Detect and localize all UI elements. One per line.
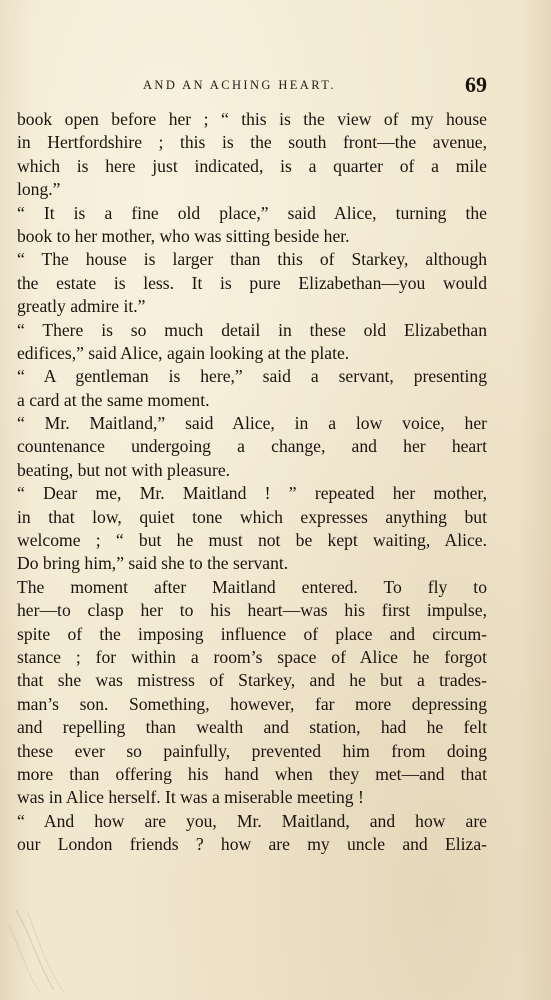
text-line: more than offering his hand when they met—and that	[17, 763, 487, 784]
text-line: which is here just indicated, is a quarter of a mile	[17, 155, 487, 176]
text-line: edifices,” said Alice, again looking at the plate.	[17, 342, 350, 363]
body-text	[17, 108, 487, 857]
text-line: that she was mistress of Starkey, and he but a trades-	[17, 670, 487, 691]
text-line: long.”	[17, 179, 61, 200]
text-line: “ The house is larger than this of Starkey, although	[17, 249, 487, 270]
text-line: “ Dear me, Mr. Maitland ! ” repeated her mother,	[17, 483, 487, 504]
text-line: was in Alice herself. It was a miserable meeting !	[17, 787, 364, 808]
text-line: a card at the same moment.	[17, 389, 210, 410]
text-line: beating, but not with pleasure.	[17, 459, 231, 480]
running-head: AND AN ACHING HEART.	[143, 78, 336, 92]
text-line: welcome ; “ but he must not be kept waiting, Alice.	[17, 530, 487, 551]
text-line: in Hertfordshire ; this is the south front—the avenue,	[17, 132, 487, 153]
text-line: and repelling than wealth and station, had he felt	[17, 717, 487, 738]
text-line: book open before her ; “ this is the view of my house	[17, 109, 487, 129]
text-line: in that low, quiet tone which expresses anything but	[17, 506, 487, 527]
page-number: 69	[465, 72, 487, 97]
text-line: the estate is less. It is pure Elizabethan—you would	[17, 272, 487, 293]
page-header	[17, 72, 487, 98]
text-line: these ever so painfully, prevented him from doing	[17, 740, 487, 761]
text-line: greatly admire it.”	[17, 296, 146, 317]
text-line: The moment after Maitland entered. To fly to	[17, 576, 487, 597]
text-line: stance ; for within a room’s space of Alice he forgot	[17, 646, 487, 667]
text-line: man’s son. Something, however, far more depressing	[17, 693, 487, 714]
text-line: “ Mr. Maitland,” said Alice, in a low voice, her	[17, 413, 487, 434]
text-line: “ And how are you, Mr. Maitland, and how are	[17, 810, 487, 831]
text-line: countenance undergoing a change, and her heart	[17, 436, 487, 457]
text-line: Do bring him,” said she to the servant.	[17, 553, 289, 574]
text-line: book to her mother, who was sitting beside her.	[17, 225, 350, 246]
text-line: “ A gentleman is here,” said a servant, presenting	[17, 366, 487, 387]
text-line: our London friends ? how are my uncle and Eliza-	[17, 834, 487, 855]
text-line: “ There is so much detail in these old Elizabethan	[17, 319, 487, 340]
text-line: her—to clasp her to his heart—was his first impulse,	[17, 600, 487, 621]
text-line: “ It is a fine old place,” said Alice, turning the	[17, 202, 487, 223]
paper-smudge	[6, 905, 76, 995]
text-line: spite of the imposing influence of place and circum-	[17, 623, 487, 644]
